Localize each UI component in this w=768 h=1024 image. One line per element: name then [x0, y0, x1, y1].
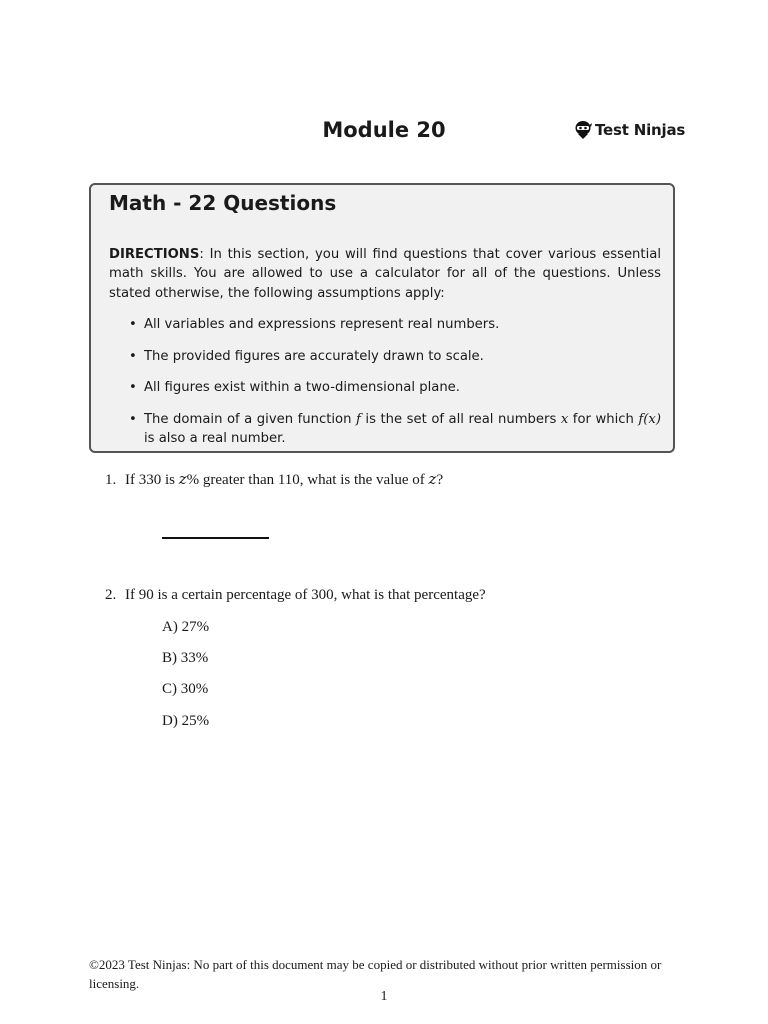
bullet-icon: • — [129, 411, 137, 427]
bullet-icon: • — [129, 348, 137, 364]
answer-blank[interactable] — [162, 537, 269, 539]
answer-choice-a[interactable]: A) 27% — [162, 619, 210, 635]
directions-box — [89, 183, 675, 453]
directions-label: DIRECTIONS — [109, 247, 200, 262]
assumption-item: • All variables and expressions represent real numbers. — [129, 317, 500, 332]
assumption-item: • The domain of a given function f is the set of all real numbers x for which f(x) is also a real number. — [129, 411, 661, 446]
answer-choice-c[interactable]: C) 30% — [162, 681, 209, 697]
answer-choice-d[interactable]: D) 25% — [162, 713, 210, 729]
assumption-item: • All figures exist within a two-dimensional plane. — [129, 380, 460, 396]
directions-paragraph — [109, 245, 661, 303]
question-number: 1. — [105, 472, 117, 488]
bullet-icon: • — [129, 317, 137, 332]
section-title: Math - 22 Questions — [109, 191, 337, 215]
question-text: If 90 is a certain percentage of 300, what is that percentage? — [125, 587, 486, 603]
assumption-item: • The provided figures are accurately drawn to scale. — [129, 348, 484, 364]
question-1: 1. If 330 is z% greater than 110, what is the value of z? — [105, 470, 444, 488]
bullet-icon: • — [129, 380, 137, 396]
directions-text: : In this section, you will find questions that cover various essential math skills. You are allowed to use a calculator for all of the questions. Unless stated otherwise, the following assumptions apply: — [109, 247, 661, 301]
copyright-icon: © — [89, 957, 99, 972]
page-title: Module 20 — [322, 118, 446, 142]
answer-choice-b[interactable]: B) 33% — [162, 650, 209, 666]
assumptions-list — [129, 315, 661, 448]
brand-logo — [574, 120, 685, 140]
question-2 — [105, 587, 486, 604]
copyright-notice: ©2023 Test Ninjas: No part of this document may be copied or distributed without prior written permission or licensing. — [89, 957, 662, 991]
brand-name: Test Ninjas — [595, 121, 686, 139]
question-number: 2. — [105, 587, 117, 603]
ninja-icon — [574, 120, 592, 140]
page-number: 1 — [380, 989, 388, 1004]
